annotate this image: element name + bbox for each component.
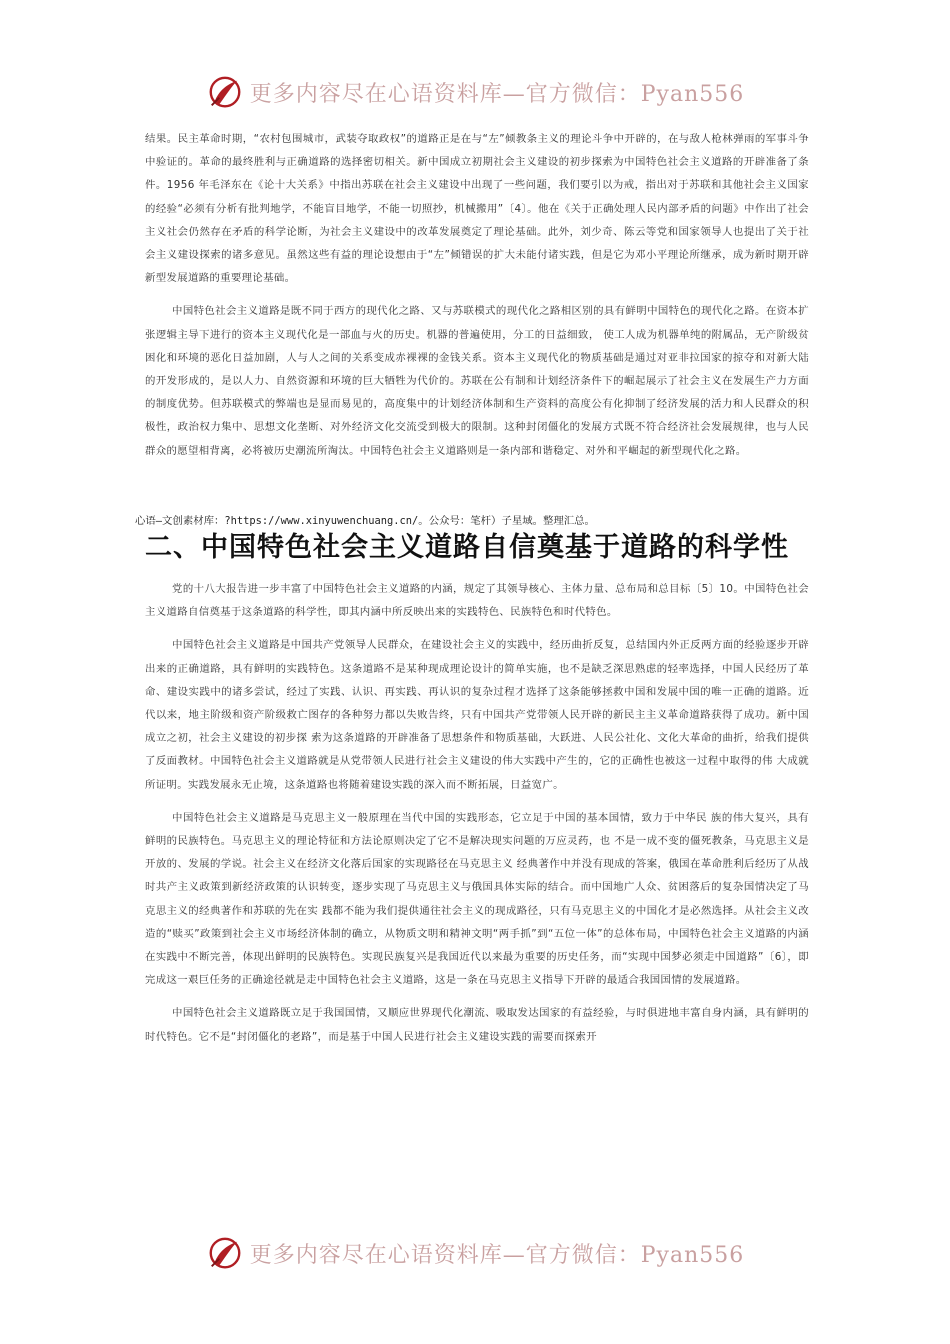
paragraph: 中国特色社会主义道路既立足于我国国情，又顺应世界现代化潮流、吸取发达国家的有益经验，与时俱进地丰富自身内涵，具有鲜明的时代特色。它不是“封闭僵化的老路”，而是基于中国人民进行社会主义建设实践的需要而探索开 bbox=[145, 1007, 809, 1043]
watermark-text: 更多内容尽在心语资料库—官方微信：Pyan556 bbox=[249, 1242, 745, 1268]
section-heading: 二、中国特色社会主义道路自信奠基于道路的科学性 bbox=[145, 532, 789, 563]
header-watermark-banner bbox=[0, 72, 950, 112]
paragraph: 中国特色社会主义道路是马克思主义一般原理在当代中国的实践形态，它立足于中国的基本国情，致力于中华民 族的伟大复兴，具有鲜明的民族特色。马克思主义的理论特征和方法论原则决定了它不是解决现实问题的万应灵药，也 不是一成不变的僵死教条，马克思主义是开放的、发展的学说。社会主义在经济文化落后国家的实现路径在马克思主义 经典著作中并没有现成的答案，俄国在革命胜利后经历了从战时共产主义政策到新经济政策的认识转变，逐步实现了马克思主义与俄国具体实际的结合。而中国地广人众、贫困落后的复杂国情决定了马克思主义的经典著作和苏联的先在实 践都不能为我们提供通往社会主义的现成路径，只有马克思主义的中国化才是必然选择。从社会主义改造的“赎买”政策到社会主义市场经济体制的确立，从物质文明和精神文明“两手抓”到“五位一体”的总体布局，中国特色社会主义道路的内涵在实践中不断完善，体现出鲜明的民族特色。实现民族复兴是我国近代以来最为重要的历史任务，而“实现中国梦必须走中国道路”〔6〕，即完成这一艰巨任务的正确途径就是走中国特色社会主义道路，这是一条在马克思主义指导下开辟的最适合我国国情的发展道路。 bbox=[145, 811, 809, 987]
paragraph: 中国特色社会主义道路是既不同于西方的现代化之路、又与苏联模式的现代化之路相区别的具有鲜明中国特色的现代化之路。在资本扩张逻辑主导下进行的资本主义现代化是一部血与火的历史。机器的普遍使用，分工的日益细致， 使工人成为机器单纯的附属品，无产阶级贫困化和环境的恶化日益加剧，人与人之间的关系变成赤裸裸的金钱关系。资本主义现代化的物质基础是通过对亚非拉国家的掠夺和对新大陆的开发形成的，是以人力、自然资源和环境的巨大牺牲为代价的。苏联在公有制和计划经济条件下的崛起展示了社会主义在发展生产力方面的制度优势。但苏联模式的弊端也是显而易见的，高度集中的计划经济体制和生产资料的高度公有化抑制了经济发展的活力和人民群众的积极性，政治权力集中、思想文化垄断、对外经济文化交流受到极大的限制。这种封闭僵化的发展方式既不符合经济社会发展规律，也与人民群众的愿望相背离，必将被历史潮流所淘汰。中国特色社会主义道路则是一条内部和谐稳定、对外和平崛起的新型现代化之路。 bbox=[145, 305, 809, 457]
paragraph: 中国特色社会主义道路是中国共产党领导人民群众，在建设社会主义的实践中，经历曲折反复，总结国内外正反两方面的经验逐步开辟出来的正确道路，具有鲜明的实践特色。这条道路不是某种现成理论设计的简单实施，也不是缺乏深思熟虑的轻率选择，中国人民经历了革命、建设实践中的诸多尝试，经过了实践、认识、再实践、再认识的复杂过程才选择了这条能够拯救中国和发展中国的唯一正确的道路。近代以来，地主阶级和资产阶级救亡图存的各种努力都以失败告终，只有中国共产党带领人民开辟的新民主主义革命道路获得了成功。新中国成立之初，社会主义建设的初步探 索为这条道路的开辟准备了思想条件和物质基础，大跃进、人民公社化、文化大革命的曲折，给我们提供了反面教材。中国特色社会主义道路就是从党带领人民进行社会主义建设的伟大实践中产生的，它的正确性也被这一过程中取得的伟 大成就所证明。实践发展永无止境，这条道路也将随着建设实践的深入而不断拓展，日益宽广。 bbox=[145, 639, 809, 791]
brand-logo-icon bbox=[206, 1234, 244, 1272]
paragraph: 党的十八大报告进一步丰富了中国特色社会主义道路的内涵，规定了其领导核心、主体力量、总布局和总目标〔5〕10。中国特色社会主义道路自信奠基于这条道路的科学性，即其内涵中所反映出来的实践特色、民族特色和时代特色。 bbox=[145, 583, 809, 619]
section2-body bbox=[145, 578, 809, 1049]
brand-logo-icon bbox=[206, 73, 244, 111]
watermark-text: 更多内容尽在心语资料库—官方微信：Pyan556 bbox=[249, 81, 745, 107]
paragraph: 结果。民主革命时期，“农村包围城市，武装夺取政权”的道路正是在与“左”倾教条主义的理论斗争中开辟的，在与敌人枪林弹雨的军事斗争中验证的。革命的最终胜利与正确道路的选择密切相关。新中国成立初期社会主义建设的初步探索为中国特色社会主义道路的开辟准备了条件。1956 年毛泽东在《论十大关系》中指出苏联在社会主义建设中出现了一些问题，我们要引以为戒，指出对于苏联和其他社会主义国家的经验“必须有分析有批判地学，不能盲目地学，不能一切照抄，机械搬用”〔4〕。他在《关于正确处理人民内部矛盾的问题》中作出了社会主义社会仍然存在矛盾的科学论断，为社会主义建设中的改革发展奠定了理论基础。此外，刘少奇、陈云等党和国家领导人也提出了关于社会主义建设探索的诸多意见。虽然这些有益的理论设想由于“左”倾错误的扩大未能付诸实践，但是它为邓小平理论所继承，成为新时期开辟新型发展道路的重要理论基础。 bbox=[145, 133, 809, 285]
source-note: 心语—文创素材库：?https://www.xinyuwenchuang.cn/。公众号：笔杆）子星域。整理汇总。 bbox=[135, 515, 595, 527]
section1-body bbox=[145, 128, 809, 463]
footer-watermark-banner bbox=[0, 1233, 950, 1273]
